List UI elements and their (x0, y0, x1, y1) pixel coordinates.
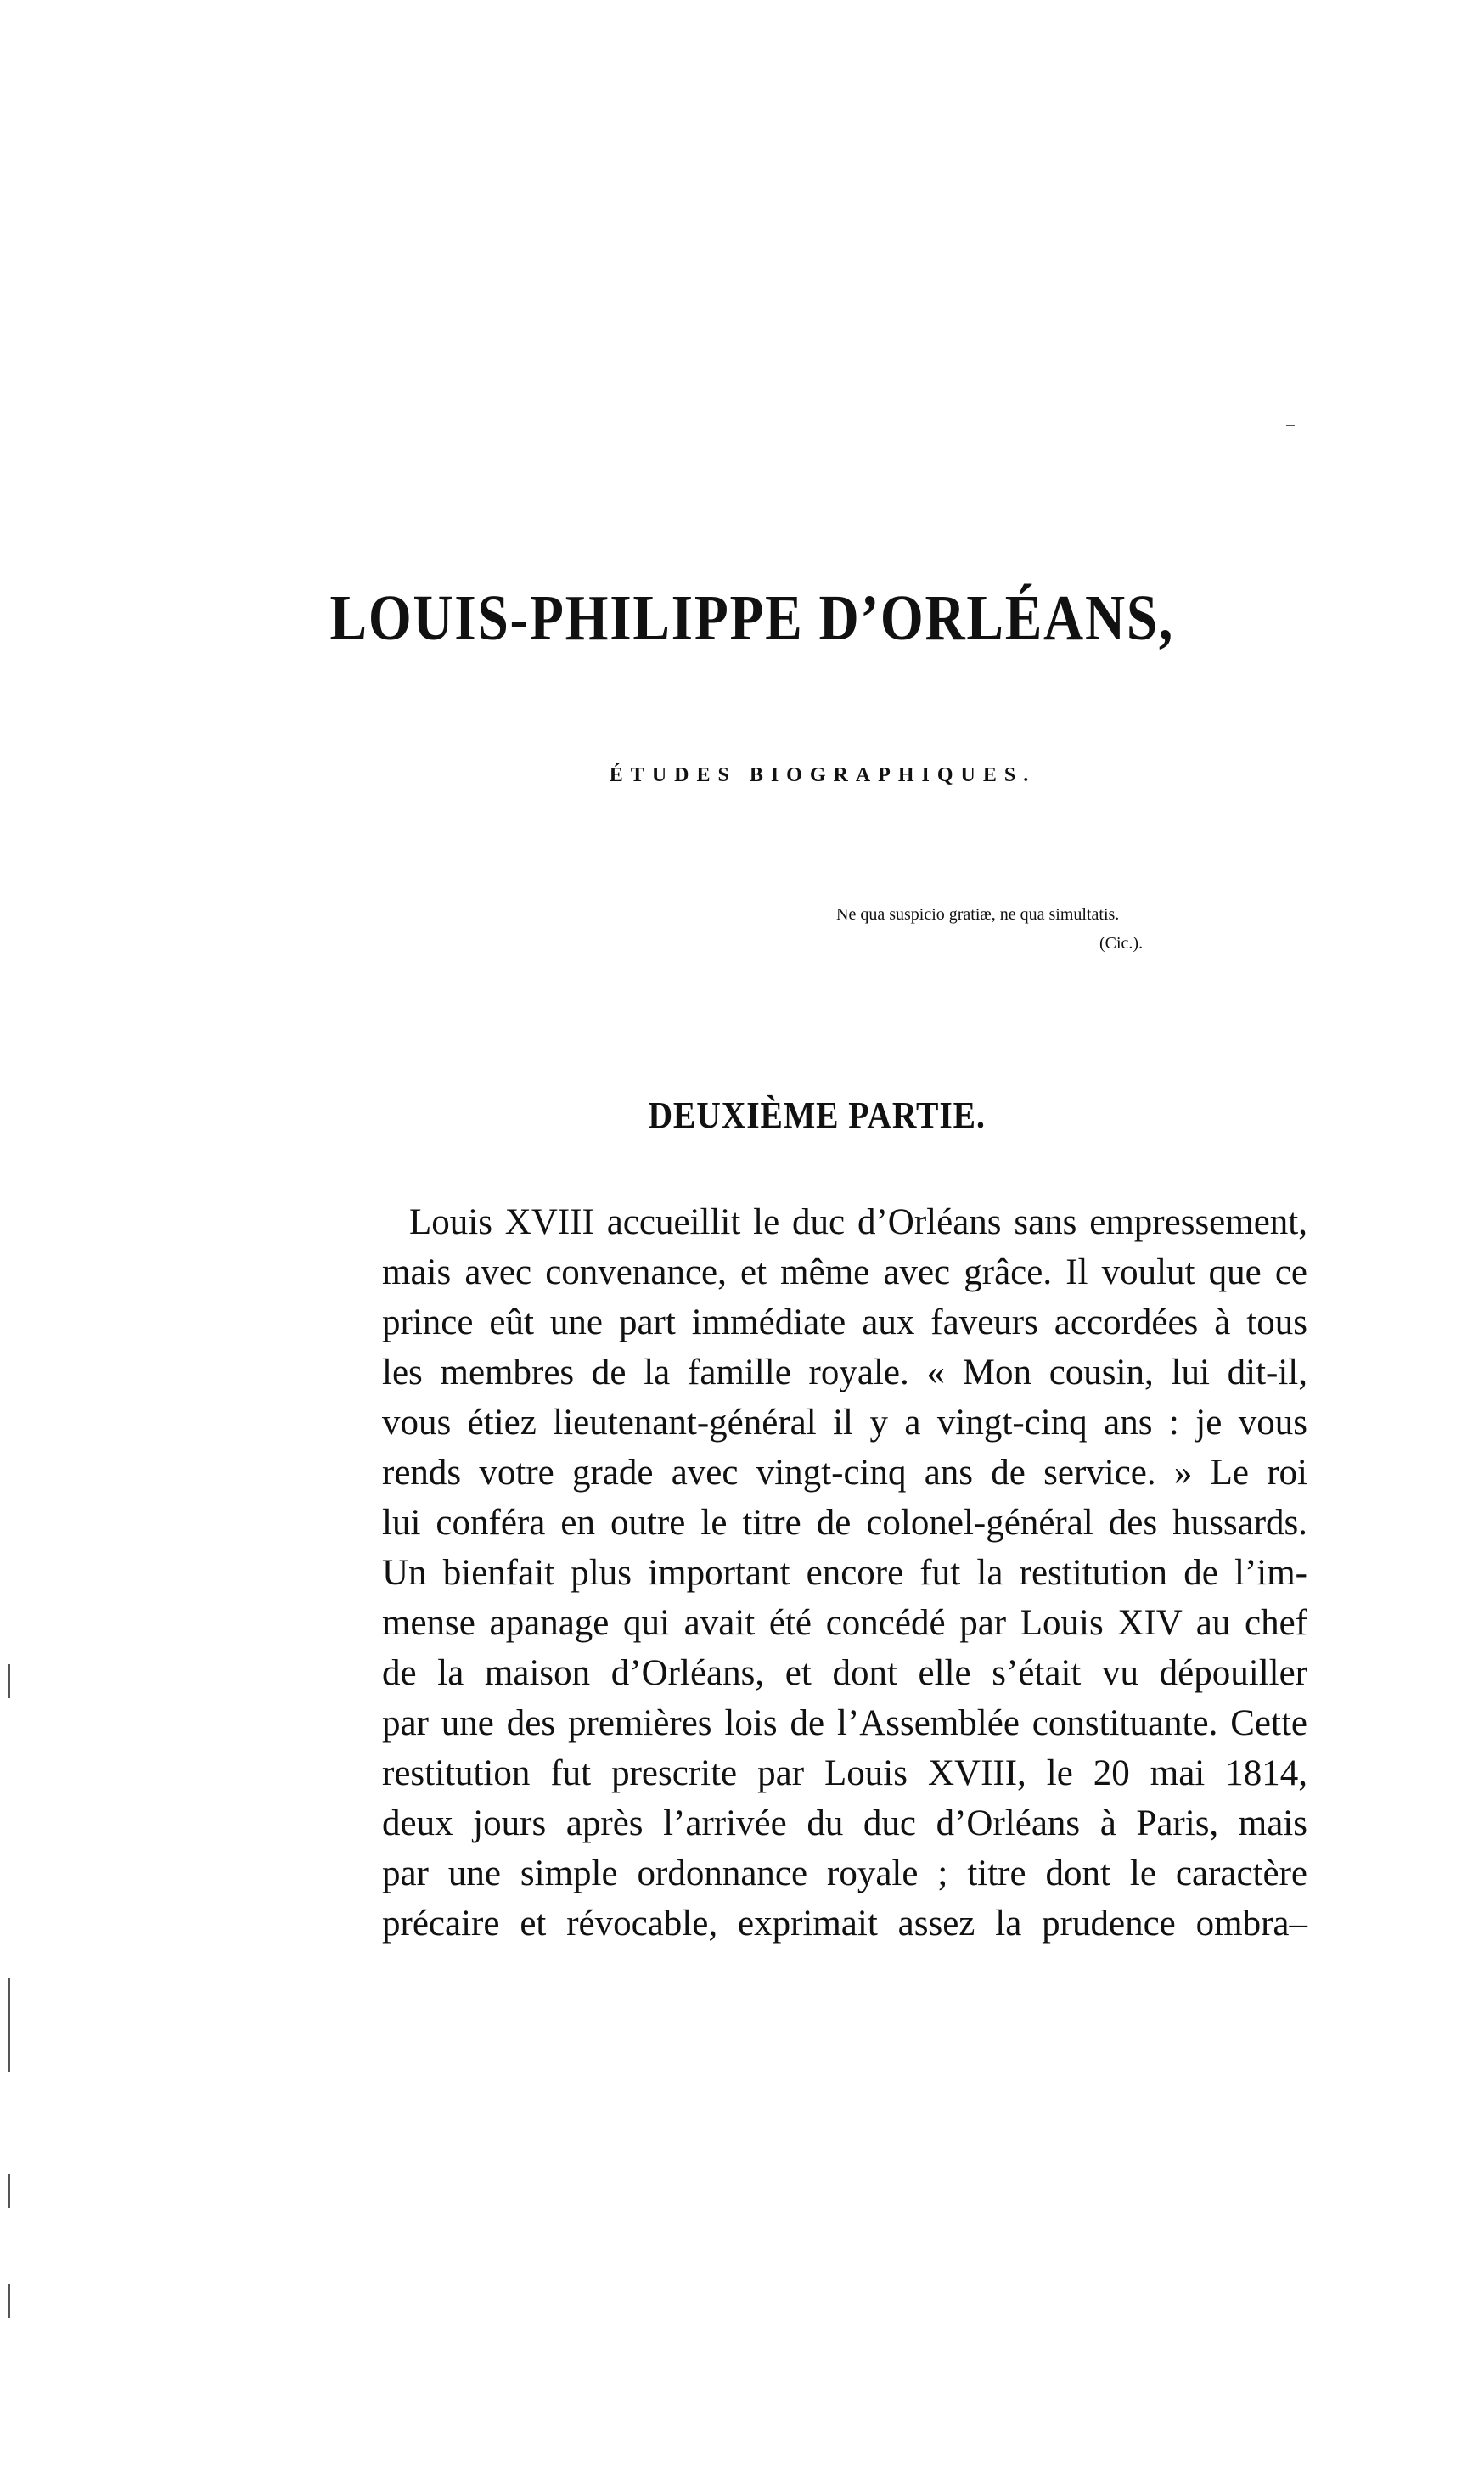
body-line: mais avec convenance, et même avec grâce. Il voulut que ce (382, 1252, 1307, 1292)
body-line: mense apanage qui avait été concédé par Louis XIV au chef (382, 1603, 1307, 1643)
page-title: LOUIS-PHILIPPE D’ORLÉANS, (329, 582, 1175, 654)
part-heading: DEUXIÈME PARTIE. (648, 1094, 986, 1136)
scan-mark (1286, 425, 1295, 426)
epigraph-quote: Ne qua suspicio gratiæ, ne qua simultatis. (836, 905, 1120, 924)
epigraph-source: (Cic.). (1099, 934, 1144, 953)
body-line: vous étiez lieutenant-général il y a vingt-cinq ans : je vous (382, 1403, 1307, 1443)
scan-mark (8, 1978, 10, 2072)
body-line: par une simple ordonnance royale ; titre dont le caractère (382, 1854, 1307, 1893)
body-line: par une des premières lois de l’Assemblée constituante. Cette (382, 1703, 1307, 1743)
body-paragraph (382, 1197, 1307, 1949)
body-line: Un bienfait plus important encore fut la restitution de l’im- (382, 1553, 1307, 1593)
body-line: prince eût une part immédiate aux faveurs accordées à tous (382, 1302, 1307, 1342)
body-line: les membres de la famille royale. « Mon cousin, lui dit-il, (382, 1353, 1307, 1392)
body-line: Louis XVIII accueillit le duc d’Orléans sans empressement, (409, 1202, 1307, 1242)
scan-mark (8, 2174, 10, 2208)
body-line: rends votre grade avec vingt-cinq ans de service. » Le roi (382, 1453, 1307, 1493)
body-line: lui conféra en outre le titre de colonel-général des hussards. (382, 1503, 1307, 1543)
body-line: précaire et révocable, exprimait assez la prudence ombra– (382, 1904, 1307, 1944)
body-line: deux jours après l’arrivée du duc d’Orléans à Paris, mais (382, 1803, 1307, 1843)
body-line: restitution fut prescrite par Louis XVIII, le 20 mai 1814, (382, 1753, 1307, 1793)
scan-mark (8, 2284, 10, 2318)
subtitle: ÉTUDES BIOGRAPHIQUES. (609, 764, 1037, 786)
scan-mark (8, 1664, 10, 1698)
epigraph (836, 900, 1312, 958)
body-line: de la maison d’Orléans, et dont elle s’était vu dépouiller (382, 1653, 1307, 1693)
